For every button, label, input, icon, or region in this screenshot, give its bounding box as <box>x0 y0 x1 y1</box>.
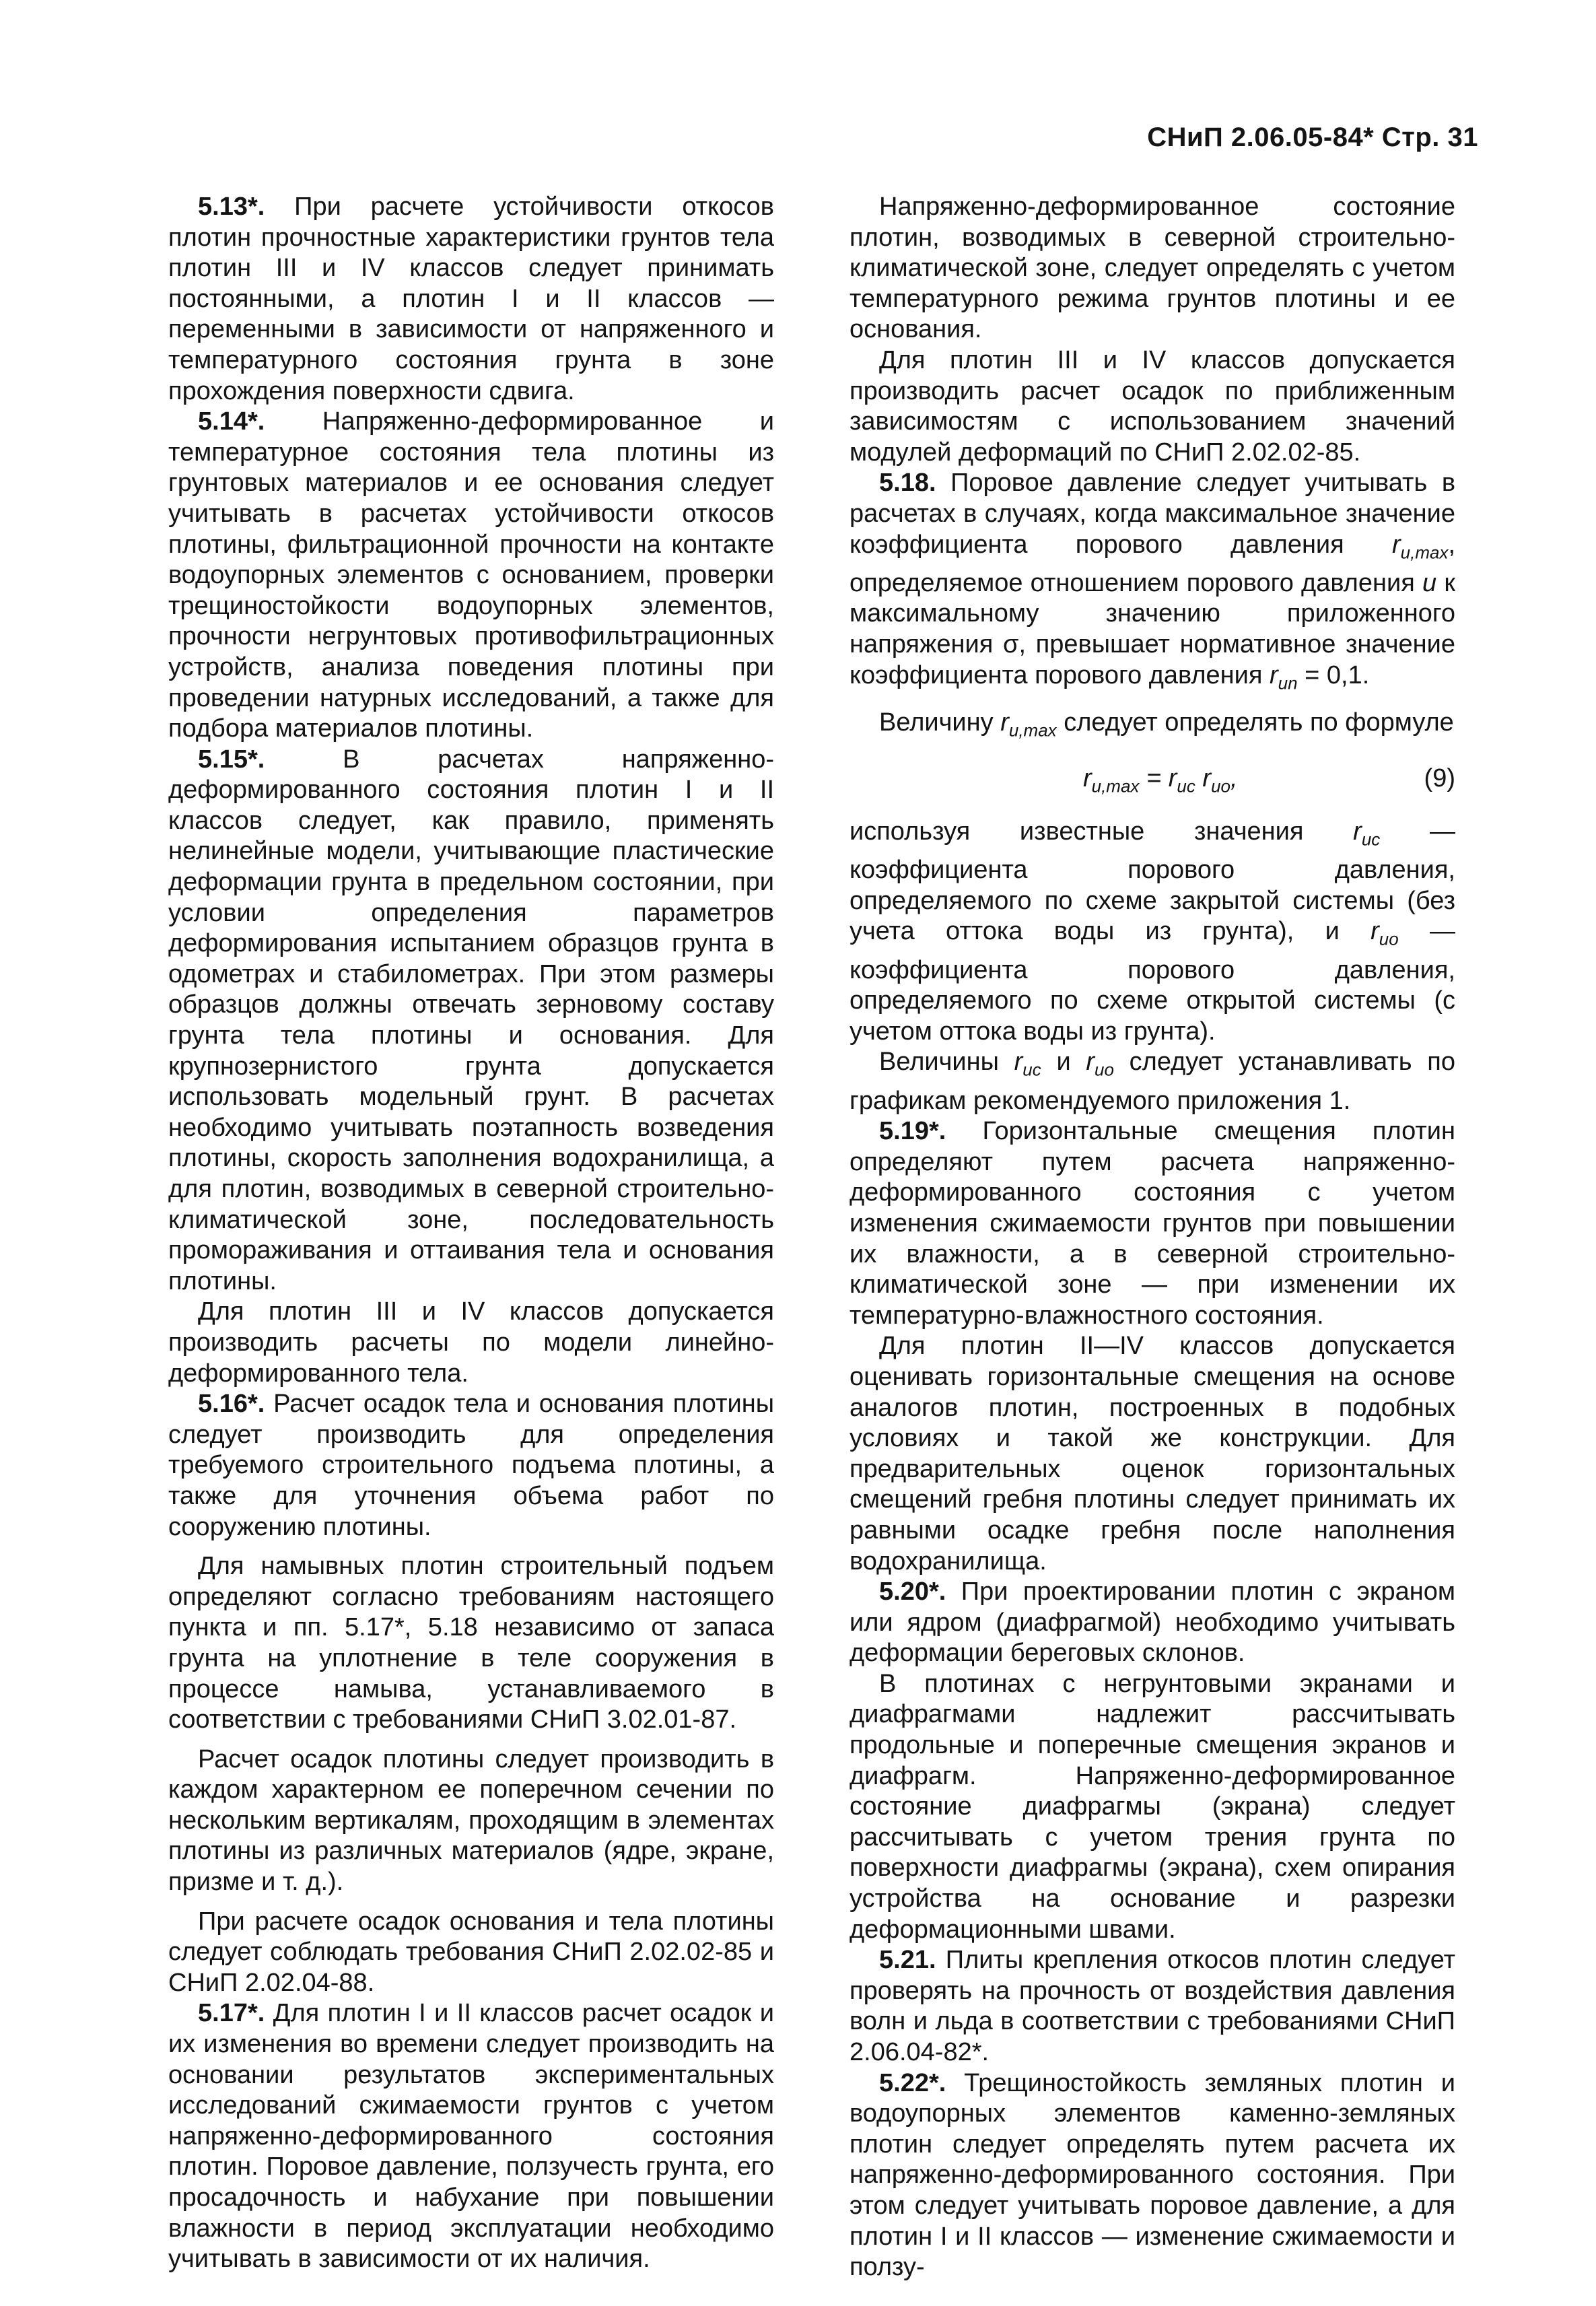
paragraph: Величины $r_{uc}$ и $r_{uo}$ следует устанавливать по графикам рекомендуемого приложения 1. <box>849 1048 1455 1115</box>
clause-5-18: 5.18. Поровое давление следует учитывать в расчетах в случаях, когда максимальное значение коэффициента порового давления $r_{u,max}$, определяемое отношением порового давления u к максимальному значению приложенного напряжения σ, превышает нормативное значение коэффициента порового давления $r_{un} = 0,1$. <box>849 469 1456 693</box>
paragraph: В плотинах с негрунтовыми экранами и диафрагмами надлежит рассчитывать продольные и поперечные смещения экранов и диафрагм. Напряженно-деформированное состояние диафрагмы (экрана) следует рассчитывать с учетом трения грунта по поверхности диафрагмы (экрана), схем опирания устройства на основание и разрезки деформационными швами. <box>849 1669 1455 1944</box>
right-column <box>849 192 1455 2283</box>
paragraph: Для плотин III и IV классов допускается производить расчет осадок по приближенным зависимостям с использованием значений модулей деформаций по СНиП 2.02.02-85. <box>849 345 1455 467</box>
paragraph: При расчете осадок основания и тела плотины следует соблюдать требования СНиП 2.02.02-85 и СНиП 2.02.04-88. <box>168 1907 774 1997</box>
page-header: СНиП 2.06.05-84* Стр. 31 <box>1147 123 1478 152</box>
formula-expression: $r_{u,max} = r_{uc}$ $r_{uo}$, <box>1082 764 1238 796</box>
clause-5-13: 5.13*. При расчете устойчивости откосов плотин прочностные характеристики грунтов тела плотин III и IV классов следует принимать постоянными, а плотин I и II классов — переменными в зависимости от напряженного и температурного состояния грунта в зоне прохождения поверхности сдвига. <box>168 193 774 405</box>
paragraph: Напряженно-деформированное состояние плотин, возводимых в северной строительно-климатической зоне, следует определять с учетом температурного режима грунтов плотины и ее основания. <box>849 193 1455 344</box>
paragraph: используя известные значения $r_{uc}$ — коэффициента порового давления, определяемого по схеме закрытой системы (без учета оттока воды из грунта), и $r_{uo}$ — коэффициента порового давления, определяемого по схеме открытой системы (с учетом оттока воды из грунта). <box>849 817 1456 1046</box>
paragraph: Для намывных плотин строительный подъем определяют согласно требованиям настоящего пункта и пп. 5.17*, 5.18 независимо от запаса грунта на уплотнение в теле сооружения в процессе намыва, устанавливаемого в соответствии с требованиями СНиП 3.02.01-87. <box>168 1552 774 1734</box>
formula-9 <box>849 764 1455 802</box>
clause-5-21: 5.21. Плиты крепления откосов плотин следует проверять на прочность от воздействия давления волн и льда в соответствии с требованиями СНиП 2.06.04-82*. <box>849 1946 1455 2066</box>
clause-5-17: 5.17*. Для плотин I и II классов расчет осадок и их изменения во времени следует производить на основании результатов экспериментальных исследований сжимаемости грунтов с учетом напряженно-деформированного состояния плотин. Поровое давление, ползучесть грунта, его просадочность и набухание при повышении влажности в период эксплуатации необходимо учитывать в зависимости от их наличия. <box>168 1999 774 2274</box>
clause-5-14: 5.14*. Напряженно-деформированное и температурное состояния тела плотины из грунтовых материалов и ее основания следует учитывать в расчетах устойчивости откосов плотины, фильтрационной прочности на контакте водоупорных элементов с основанием, проверки трещиностойкости водоупорных элементов, прочности негрунтовых противофильтрационных устройств, анализа поведения плотины при проведении натурных исследований, а также для подбора материалов плотины. <box>168 407 774 743</box>
clause-5-20: 5.20*. При проектировании плотин с экраном или ядром (диафрагмой) необходимо учитывать деформации береговых склонов. <box>849 1578 1455 1668</box>
paragraph: Величину $r_{u,max}$ следует определять по формуле <box>879 708 1454 741</box>
clause-5-22: 5.22*. Трещиностойкость земляных плотин и водоупорных элементов каменно-земляных плотин следует определять путем расчета их напряженно-деформированного состояния. При этом следует учитывать поровое давление, а для плотин I и II классов — изменение сжимаемости и ползу- <box>849 2068 1455 2282</box>
clause-5-16: 5.16*. Расчет осадок тела и основания плотины следует производить для определения требуемого строительного подъема плотины, а также для уточнения объема работ по сооружению плотины. <box>168 1390 775 1541</box>
paragraph: Расчет осадок плотины следует производить в каждом характерном ее поперечном сечении по нескольким вертикалям, проходящим в элементах плотины из различных материалов (ядре, экране, призме и т. д.). <box>168 1744 774 1897</box>
clause-5-15: 5.15*. В расчетах напряженно-деформированного состояния плотин I и II классов следует, как правило, применять нелинейные модели, учитывающие пластические деформации грунта в предельном состоянии, при условии определения параметров деформирования испытанием образцов грунта в одометрах и стабилометрах. При этом размеры образцов должны отвечать зерновому составу грунта тела плотины и основания. Для крупнозернистого грунта допускается использовать модельный грунт. В расчетах необходимо учитывать поэтапность возведения плотины, скорость заполнения водохранилища, а для плотин, возводимых в северной строительно-климатической зоне, последовательность промораживания и оттаивания тела и основания плотины. <box>168 745 774 1295</box>
paragraph: Для плотин II—IV классов допускается оценивать горизонтальные смещения на основе аналогов плотин, построенных в подобных условиях и такой же конструкции. Для предварительных оценок горизонтальных смещений гребня плотины следует принимать их равными осадке гребня после наполнения водохранилища. <box>849 1332 1455 1575</box>
paragraph: Для плотин III и IV классов допускается производить расчеты по модели линейно-деформированного тела. <box>168 1297 774 1388</box>
clause-5-19: 5.19*. Горизонтальные смещения плотин определяют путем расчета напряженно-деформированного состояния с учетом изменения сжимаемости грунтов при повышении их влажности, а в северной строительно-климатической зоне — при изменении их температурно-влажностного состояния. <box>849 1117 1455 1330</box>
formula-number: (9) <box>1424 764 1455 792</box>
left-column <box>168 192 774 2275</box>
